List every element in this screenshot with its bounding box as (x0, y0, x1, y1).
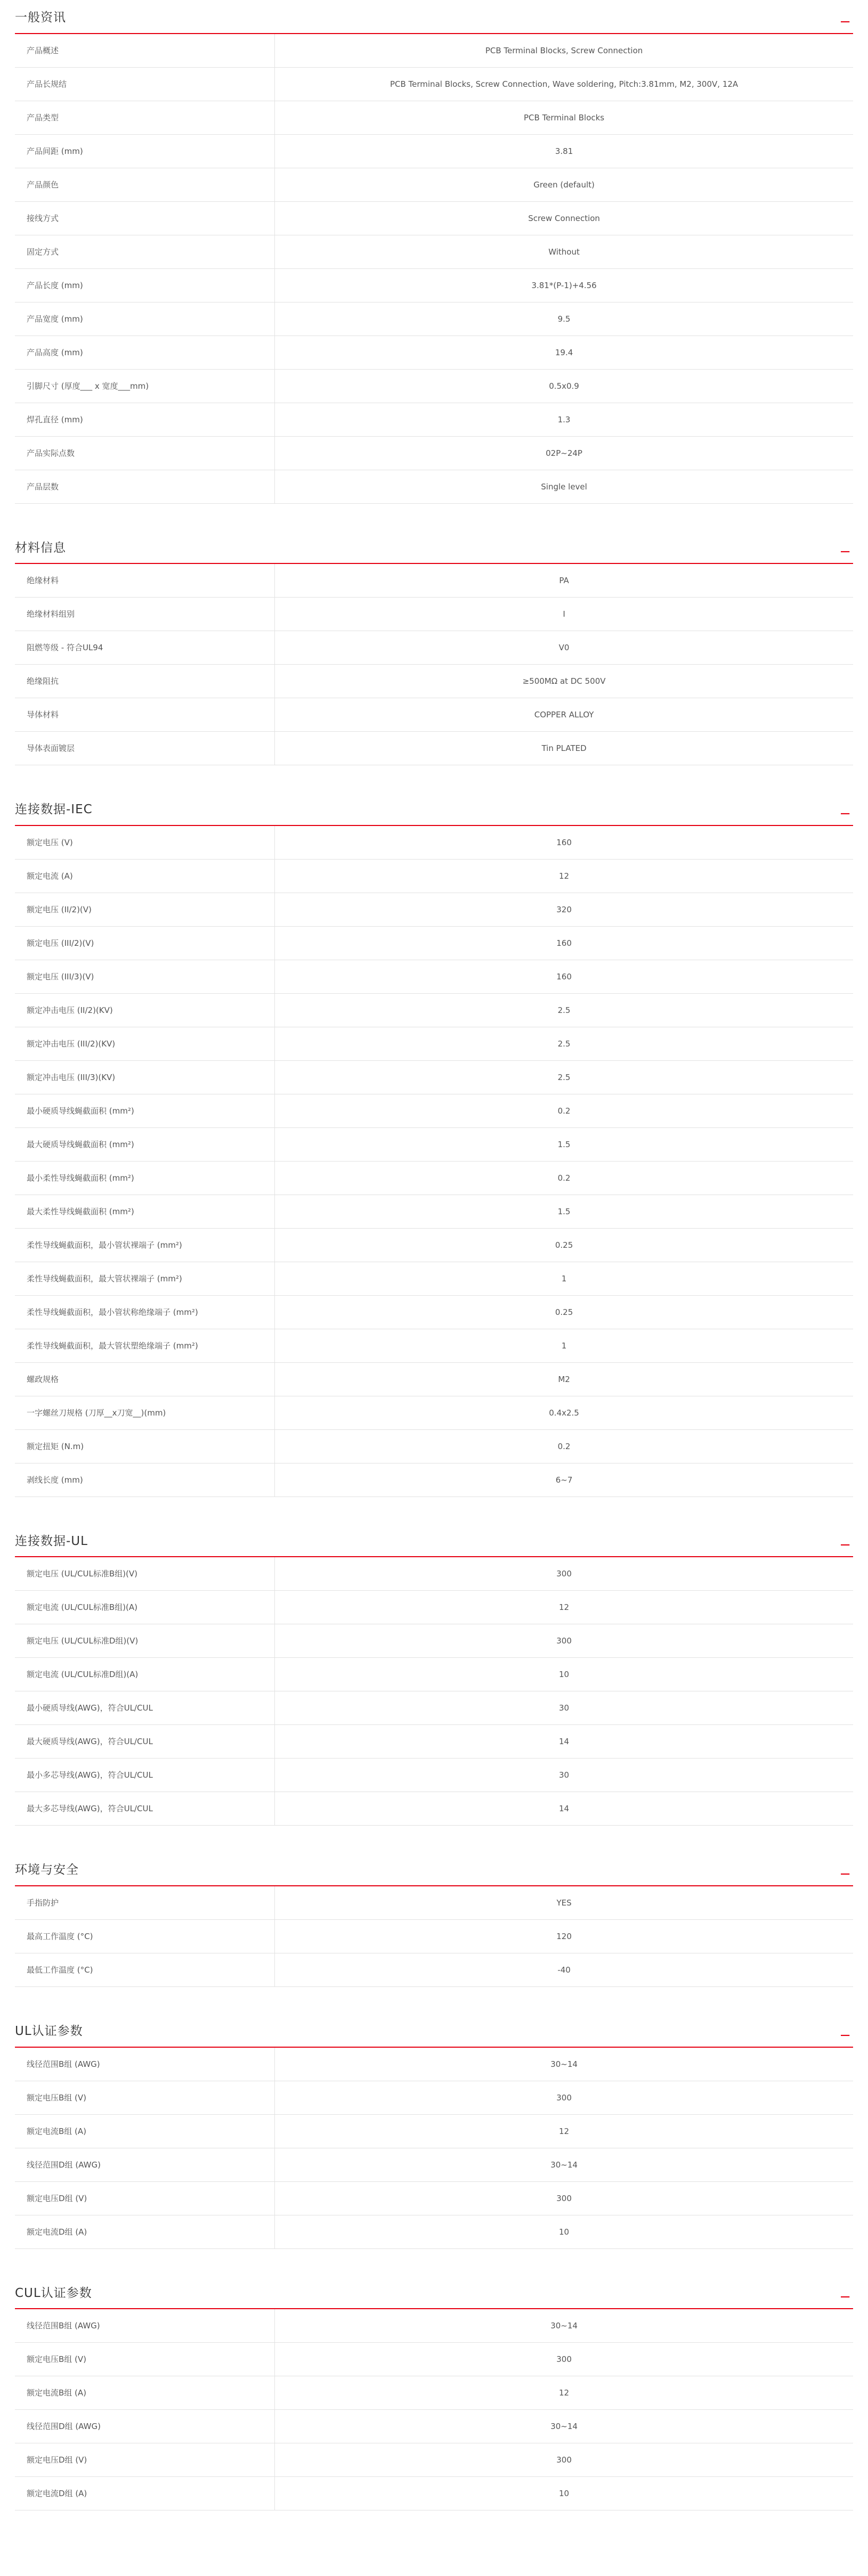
spec-key: 产品颜色 (15, 168, 275, 201)
table-row (15, 1792, 853, 1826)
table-row (15, 302, 853, 336)
spec-key: 额定电流 (UL/CUL标准B组)(A) (15, 1591, 275, 1624)
spec-key: 额定电压B组 (V) (15, 2343, 275, 2376)
table-row (15, 1396, 853, 1429)
spec-value: PA (559, 576, 569, 586)
spec-value: Screw Connection (528, 213, 600, 223)
spec-value: 2.5 (557, 1072, 571, 1082)
spec-value: 02P~24P (546, 448, 582, 458)
spec-value: 1 (561, 1340, 567, 1351)
table-row (15, 235, 853, 268)
spec-value: 10 (559, 2489, 570, 2499)
collapse-icon[interactable]: − (839, 1537, 851, 1553)
spec-table (15, 1557, 853, 1826)
table-row (15, 2048, 853, 2081)
spec-value: 0.25 (555, 1240, 573, 1250)
spec-table (15, 34, 853, 504)
spec-key: 产品类型 (15, 101, 275, 134)
spec-key: 最大多芯导线(AWG)，符合UL/CUL (15, 1792, 275, 1826)
spec-value: ≥500MΩ at DC 500V (522, 676, 606, 686)
table-row (15, 1691, 853, 1725)
spec-value: 1 (561, 1273, 567, 1283)
table-row (15, 1919, 853, 1953)
spec-value: 0.4x2.5 (549, 1408, 579, 1418)
spec-value: 12 (559, 2388, 570, 2398)
spec-key: 额定电压B组 (V) (15, 2081, 275, 2114)
spec-section (15, 1534, 853, 1826)
spec-table (15, 564, 853, 765)
spec-key: 柔性导线蝇截面积，最大管状塑绝缘端子 (mm²) (15, 1329, 275, 1362)
spec-key: 产品长度 (mm) (15, 268, 275, 302)
table-row (15, 926, 853, 960)
spec-value: 30~14 (550, 2059, 578, 2069)
collapse-icon[interactable]: − (839, 544, 851, 560)
spec-key: 阻燃等级 - 符合UL94 (15, 631, 275, 665)
table-row (15, 1658, 853, 1691)
spec-value: 0.5x0.9 (549, 381, 579, 391)
table-row (15, 598, 853, 631)
spec-key: 产品概述 (15, 34, 275, 68)
table-row (15, 1362, 853, 1396)
table-row (15, 2343, 853, 2376)
table-row (15, 1429, 853, 1463)
table-row (15, 960, 853, 993)
spec-key: 最大硬质导线蝇截面积 (mm²) (15, 1127, 275, 1161)
spec-key: 额定电压 (UL/CUL标准D组)(V) (15, 1624, 275, 1658)
table-row (15, 134, 853, 168)
section-header[interactable] (15, 2024, 853, 2048)
table-row (15, 859, 853, 893)
section-title: 连接数据-UL (15, 1534, 88, 1548)
spec-value: 320 (556, 904, 572, 914)
spec-key: 线径范围B组 (AWG) (15, 2309, 275, 2343)
table-row (15, 1127, 853, 1161)
spec-value: 300 (556, 2354, 572, 2365)
spec-value: 1.5 (557, 1206, 571, 1216)
spec-value: -40 (557, 1965, 571, 1975)
spec-value: 9.5 (557, 314, 571, 324)
spec-section (15, 2286, 853, 2511)
table-row (15, 1027, 853, 1060)
table-row (15, 631, 853, 665)
spec-key: 产品间距 (mm) (15, 134, 275, 168)
spec-key: 接线方式 (15, 201, 275, 235)
spec-section (15, 2024, 853, 2249)
spec-key: 最小硬质导线蝇截面积 (mm²) (15, 1094, 275, 1127)
spec-value: 1.5 (557, 1139, 571, 1149)
table-row (15, 826, 853, 860)
spec-value: 0.2 (557, 1173, 571, 1183)
table-row (15, 698, 853, 732)
section-title: CUL认证参数 (15, 2286, 92, 2300)
spec-value: V0 (558, 643, 570, 653)
spec-key: 额定电压 (II/2)(V) (15, 893, 275, 926)
table-row (15, 1759, 853, 1792)
spec-key: 柔性导线蝇截面积，最小管状称绝缘端子 (mm²) (15, 1295, 275, 1329)
table-row (15, 993, 853, 1027)
spec-value: 300 (556, 1636, 572, 1646)
spec-key: 产品长规结 (15, 67, 275, 101)
spec-value: PCB Terminal Blocks, Screw Connection (485, 45, 643, 55)
section-header[interactable] (15, 541, 853, 565)
spec-table (15, 826, 853, 1497)
table-row (15, 101, 853, 134)
spec-value: 160 (556, 971, 572, 982)
spec-section (15, 11, 853, 504)
spec-value: Tin PLATED (541, 743, 587, 754)
section-header[interactable] (15, 1534, 853, 1558)
spec-key: 最小多芯导线(AWG)，符合UL/CUL (15, 1759, 275, 1792)
spec-key: 绝缘阻抗 (15, 665, 275, 698)
spec-value: 30 (559, 1703, 570, 1713)
spec-value: 160 (556, 938, 572, 948)
spec-value: YES (556, 1898, 572, 1908)
section-title: 环境与安全 (15, 1863, 79, 1877)
section-title: UL认证参数 (15, 2024, 83, 2038)
spec-key: 最大硬质导线(AWG)，符合UL/CUL (15, 1725, 275, 1759)
spec-value: 2.5 (557, 1038, 571, 1049)
spec-key: 柔性导线蝇截面积，最大管状裸端子 (mm²) (15, 1262, 275, 1295)
spec-value: 30~14 (550, 2321, 578, 2331)
spec-value: 2.5 (557, 1005, 571, 1015)
collapse-icon[interactable]: − (839, 805, 851, 822)
spec-key: 额定电压 (V) (15, 826, 275, 860)
spec-key: 手指防护 (15, 1886, 275, 1920)
table-row (15, 336, 853, 369)
section-title: 一般资讯 (15, 11, 66, 24)
table-row (15, 2215, 853, 2248)
spec-value: I (563, 609, 565, 619)
spec-value: 19.4 (555, 347, 573, 357)
spec-key: 线径范围D组 (AWG) (15, 2410, 275, 2443)
spec-table (15, 1886, 853, 1987)
spec-value: 3.81 (555, 146, 573, 156)
spec-key: 额定电压 (III/3)(V) (15, 960, 275, 993)
spec-key: 额定电压 (UL/CUL标准B组)(V) (15, 1557, 275, 1591)
spec-key: 柔性导线蝇截面积，最小管状裸端子 (mm²) (15, 1228, 275, 1262)
collapse-icon[interactable]: − (839, 1866, 851, 1882)
table-row (15, 1463, 853, 1496)
spec-key: 额定冲击电压 (II/2)(KV) (15, 993, 275, 1027)
spec-key: 线径范围B组 (AWG) (15, 2048, 275, 2081)
spec-value: 14 (559, 1804, 570, 1814)
spec-section (15, 541, 853, 766)
spec-value: 10 (559, 2227, 570, 2237)
table-row (15, 1195, 853, 1228)
spec-key: 额定电流D组 (A) (15, 2215, 275, 2248)
spec-key: 剥线长度 (mm) (15, 1463, 275, 1496)
spec-key: 线径范围D组 (AWG) (15, 2148, 275, 2181)
spec-section (15, 803, 853, 1497)
table-row (15, 1953, 853, 1986)
table-row (15, 1262, 853, 1295)
spec-value: PCB Terminal Blocks, Screw Connection, Wave soldering, Pitch:3.81mm, M2, 300V, 12A (390, 79, 739, 89)
spec-key: 额定扭矩 (N.m) (15, 1429, 275, 1463)
spec-value: 300 (556, 2455, 572, 2465)
table-row (15, 201, 853, 235)
spec-key: 最小柔性导线蝇截面积 (mm²) (15, 1161, 275, 1195)
spec-key: 额定电流B组 (A) (15, 2376, 275, 2410)
spec-value: 160 (556, 837, 572, 847)
spec-key: 引脚尺寸 (厚度___ x 宽度___mm) (15, 369, 275, 403)
table-row (15, 1060, 853, 1094)
table-row (15, 34, 853, 68)
table-row (15, 2309, 853, 2343)
spec-value: 12 (559, 2126, 570, 2136)
spec-key: 最高工作温度 (°C) (15, 1919, 275, 1953)
table-row (15, 1886, 853, 1920)
table-row (15, 1228, 853, 1262)
spec-value: 0.2 (557, 1106, 571, 1116)
spec-key: 绝缘材料 (15, 564, 275, 598)
spec-key: 最小硬质导线(AWG)，符合UL/CUL (15, 1691, 275, 1725)
spec-key: 额定电流 (A) (15, 859, 275, 893)
section-header[interactable] (15, 803, 853, 826)
spec-value: 6~7 (555, 1475, 573, 1485)
spec-value: 12 (559, 1602, 570, 1613)
table-row (15, 1295, 853, 1329)
table-row (15, 2081, 853, 2114)
spec-value: 1.3 (557, 414, 571, 424)
spec-key: 额定电压D组 (V) (15, 2181, 275, 2215)
table-row (15, 369, 853, 403)
table-row (15, 436, 853, 470)
spec-value: 120 (556, 1931, 572, 1941)
spec-value: 0.25 (555, 1307, 573, 1317)
table-row (15, 67, 853, 101)
spec-key: 一字螺丝刀规格 (刀厚__x刀宽__)(mm) (15, 1396, 275, 1429)
spec-value: 300 (556, 1569, 572, 1579)
spec-value: 30~14 (550, 2422, 578, 2432)
section-header[interactable] (15, 11, 853, 34)
table-row (15, 2443, 853, 2477)
spec-key: 额定电压D组 (V) (15, 2443, 275, 2477)
collapse-icon[interactable]: − (839, 2027, 851, 2043)
table-row (15, 2376, 853, 2410)
table-row (15, 168, 853, 201)
spec-value: 300 (556, 2193, 572, 2203)
table-row (15, 470, 853, 503)
table-row (15, 2148, 853, 2181)
table-row (15, 732, 853, 765)
spec-key: 产品层数 (15, 470, 275, 503)
spec-key: 额定电流 (UL/CUL标准D组)(A) (15, 1658, 275, 1691)
spec-section (15, 1863, 853, 1987)
table-row (15, 1161, 853, 1195)
spec-value: M2 (558, 1374, 570, 1384)
spec-value: 14 (559, 1737, 570, 1747)
spec-key: 产品高度 (mm) (15, 336, 275, 369)
table-row (15, 1624, 853, 1658)
spec-key: 产品实际点数 (15, 436, 275, 470)
spec-value: 12 (559, 871, 570, 881)
spec-key: 焊孔直径 (mm) (15, 403, 275, 436)
table-row (15, 1094, 853, 1127)
collapse-icon[interactable]: − (839, 13, 851, 30)
spec-value: Single level (541, 481, 587, 492)
section-title: 材料信息 (15, 541, 66, 555)
section-header[interactable] (15, 2286, 853, 2310)
table-row (15, 2114, 853, 2148)
spec-value: Green (default) (533, 179, 595, 190)
table-row (15, 1725, 853, 1759)
spec-key: 额定电流B组 (A) (15, 2114, 275, 2148)
table-row (15, 665, 853, 698)
spec-key: 最低工作温度 (°C) (15, 1953, 275, 1986)
table-row (15, 268, 853, 302)
spec-value: PCB Terminal Blocks (524, 112, 605, 122)
spec-value: 30~14 (550, 2160, 578, 2170)
spec-key: 导体材料 (15, 698, 275, 732)
spec-value: 3.81*(P-1)+4.56 (531, 280, 597, 290)
spec-value: 10 (559, 1670, 570, 1680)
table-row (15, 564, 853, 598)
spec-table (15, 2048, 853, 2249)
table-row (15, 2410, 853, 2443)
table-row (15, 1591, 853, 1624)
section-header[interactable] (15, 1863, 853, 1886)
collapse-icon[interactable]: − (839, 2289, 851, 2305)
table-row (15, 2181, 853, 2215)
spec-value: Without (548, 247, 580, 257)
table-row (15, 403, 853, 436)
table-row (15, 2477, 853, 2510)
spec-key: 额定电压 (III/2)(V) (15, 926, 275, 960)
spec-key: 额定电流D组 (A) (15, 2477, 275, 2510)
table-row (15, 1557, 853, 1591)
spec-value: 30 (559, 1770, 570, 1780)
section-title: 连接数据-IEC (15, 803, 93, 817)
spec-value: 300 (556, 2092, 572, 2103)
table-row (15, 893, 853, 926)
spec-key: 额定冲击电压 (III/2)(KV) (15, 1027, 275, 1060)
spec-key: 额定冲击电压 (III/3)(KV) (15, 1060, 275, 1094)
spec-key: 最大柔性导线蝇截面积 (mm²) (15, 1195, 275, 1228)
table-row (15, 1329, 853, 1362)
spec-value: COPPER ALLOY (534, 710, 594, 720)
spec-key: 导体表面镀层 (15, 732, 275, 765)
spec-key: 绝缘材料组别 (15, 598, 275, 631)
spec-value: 0.2 (557, 1441, 571, 1451)
spec-key: 螺政规格 (15, 1362, 275, 1396)
sections-container (15, 11, 853, 2510)
spec-key: 固定方式 (15, 235, 275, 268)
spec-table (15, 2309, 853, 2510)
spec-key: 产品宽度 (mm) (15, 302, 275, 336)
